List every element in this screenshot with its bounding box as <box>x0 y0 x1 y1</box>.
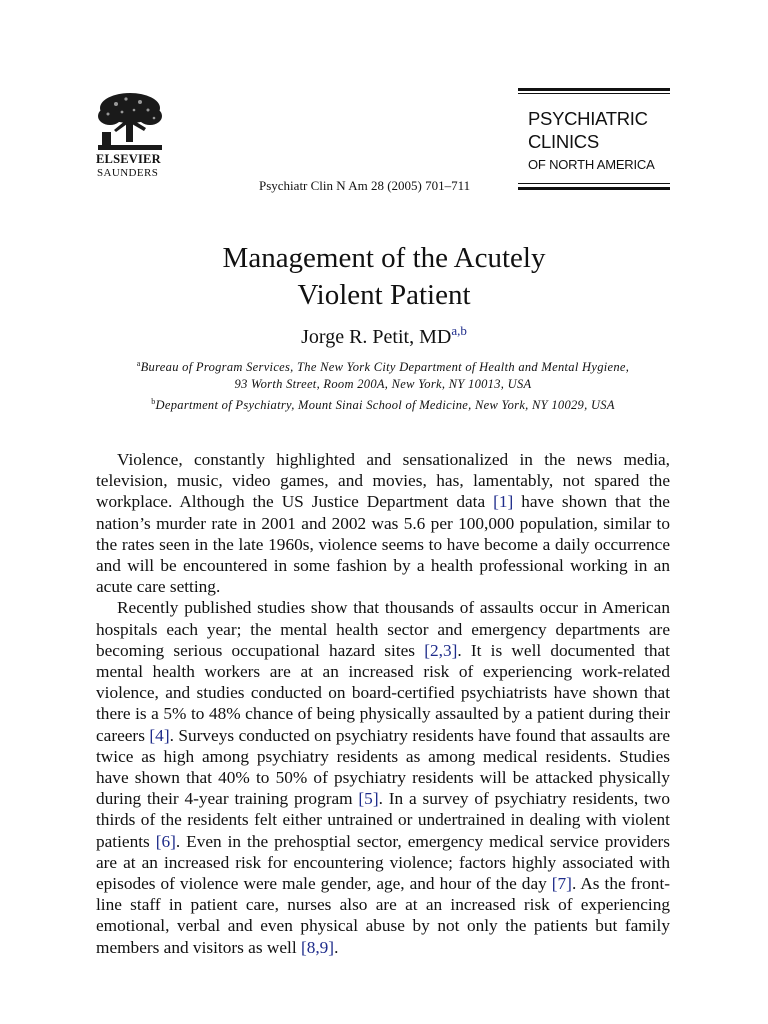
journal-citation: Psychiatr Clin N Am 28 (2005) 701–711 <box>259 178 471 193</box>
body-paragraph <box>96 449 670 597</box>
affiliation-text: Department of Psychiatry, Mount Sinai School of Medicine, New York, NY 10029, USA <box>155 398 615 412</box>
affiliations <box>96 355 670 414</box>
paragraph-text: . In a survey of psychiatry residents, two thirds of the residents felt either untrained or undertrained in dealing with violent patients <box>96 789 670 851</box>
body-paragraph <box>96 597 670 957</box>
affiliation-text: Bureau of Program Services, The New York City Department of Health and Mental Hygiene, <box>140 360 630 374</box>
paragraph-text: . Surveys conducted on psychiatry residents have found that assaults are twice as high among psychiatry residents as among medical residents. Studies have shown that 40% to 50% of psychiatry residents will be attacked physically during their 4-year training program <box>96 725 670 809</box>
masthead-rule-bottom-thin <box>518 183 670 184</box>
tree-logo-icon <box>96 90 164 152</box>
affiliation-mark: a <box>136 359 141 368</box>
masthead-rule-top <box>518 88 670 91</box>
article-title-line: Violent Patient <box>297 279 471 311</box>
author-line <box>0 318 768 350</box>
paragraph-text: . It is well documented that mental health workers are at an increased risk of experiencing work-related violence, and studies conducted on board-certified psychiatrists have shown that there is a 5% to 48% chance of being physically assaulted by a patient during their careers <box>96 640 670 745</box>
affiliation-b <box>96 393 670 414</box>
reference-link[interactable]: [7] <box>551 874 572 894</box>
author-affiliation-marks[interactable]: a,b <box>451 323 467 338</box>
article-title-line: Management of the Acutely <box>222 242 546 274</box>
reference-link[interactable]: [1] <box>493 492 514 512</box>
reference-link[interactable]: [6] <box>155 831 176 851</box>
paragraph-text: . Even in the prehosptial sector, emergency medical service providers are at an increased risk for encountering violence; factors highly associated with episodes of violence were male gender, age, and hour of the day <box>96 831 670 894</box>
masthead-rule-bottom <box>518 187 670 190</box>
journal-title-line: CLINICS <box>528 131 599 152</box>
article-body <box>96 449 670 958</box>
paragraph-text: . <box>334 937 339 957</box>
paragraph-text: have shown that the nation’s murder rate in 2001 and 2002 was 5.6 per 100,000 population, similar to the rates seen in the late 1960s, violence seems to have become a daily occurrence and will be encountered in some fashion by a health professional working in an acute care setting. <box>96 492 670 597</box>
reference-link[interactable]: [8,9] <box>300 937 335 957</box>
page-header <box>0 0 768 200</box>
reference-link[interactable]: [5] <box>358 789 379 809</box>
paragraph-text: Recently published studies show that thousands of assaults occur in American hospitals each year; the mental health sector and emergency departments are becoming serious occupational hazard sites <box>96 598 670 660</box>
publisher-name: ELSEVIER <box>96 152 161 166</box>
affiliation-a <box>96 355 670 376</box>
journal-title-line: PSYCHIATRIC <box>528 108 648 129</box>
affiliation-a-address: 93 Worth Street, Room 200A, New York, NY 10013, USA <box>234 377 532 391</box>
reference-link[interactable]: [4] <box>149 725 170 745</box>
publisher-imprint: SAUNDERS <box>97 167 159 179</box>
author-name: Jorge R. Petit, MD <box>301 326 452 348</box>
paragraph-text: Violence, constantly highlighted and sensationalized in the news media, television, music, video games, and movies, has, lamentably, not spared the workplace. Although the US Justice Department data <box>96 450 670 512</box>
masthead-rule-top-thin <box>518 93 670 94</box>
affiliation-mark: b <box>151 397 156 406</box>
paragraph-text: . As the front-line staff in patient care, nurses also are at an increased risk of experiencing emotional, verbal and even physical abuse by not only the patients but family members and visitors as well <box>96 874 671 957</box>
journal-title-line: OF NORTH AMERICA <box>528 157 655 172</box>
article-title <box>0 240 768 314</box>
journal-masthead <box>518 88 670 192</box>
publisher-logo <box>96 90 168 152</box>
reference-link[interactable]: [2,3] <box>424 640 458 660</box>
